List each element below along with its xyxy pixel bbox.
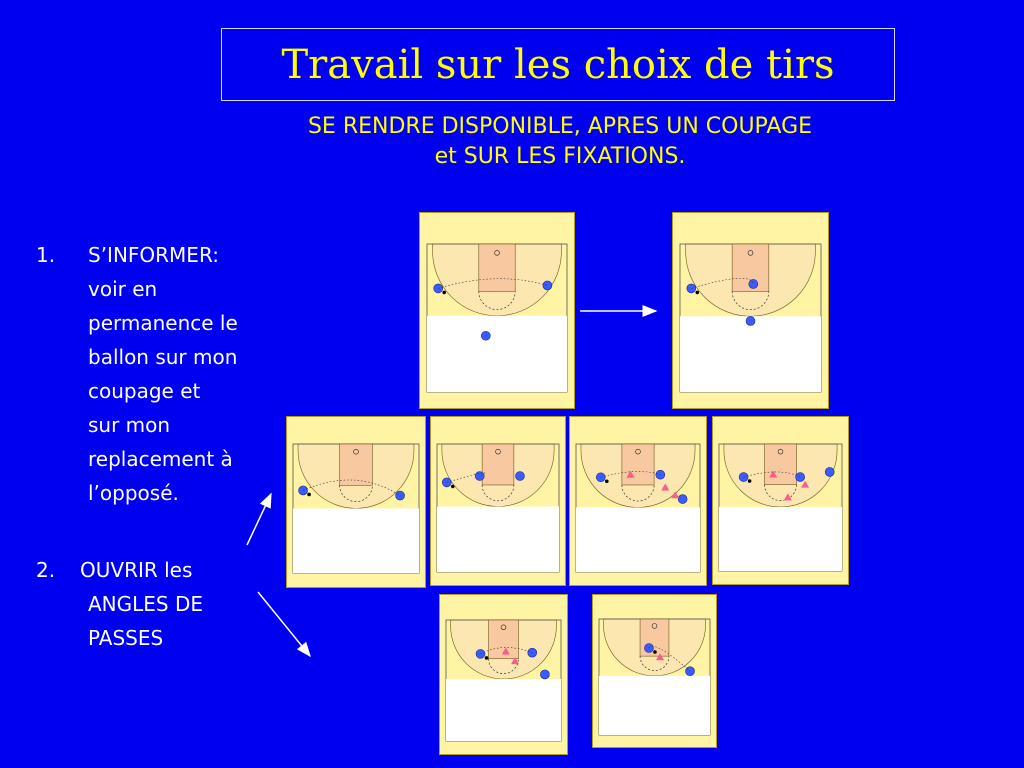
list-item-1-line: voir en <box>88 277 158 301</box>
list-item-1-line: coupage et <box>88 379 201 403</box>
slide-subtitle <box>200 112 920 172</box>
offense-player <box>396 491 405 500</box>
offense-player <box>656 470 665 479</box>
court-diagram-1 <box>419 212 575 409</box>
court-drawing <box>593 595 716 747</box>
court-drawing <box>287 417 425 587</box>
ball <box>653 650 657 654</box>
court-drawing <box>713 417 848 584</box>
court-floor <box>437 507 559 572</box>
pointer-arrow-up <box>247 494 271 545</box>
court-drawing <box>570 417 706 585</box>
court-floor <box>446 679 561 741</box>
title-box <box>221 28 895 101</box>
offense-player <box>749 279 758 288</box>
list-item-2 <box>80 553 203 655</box>
court-floor <box>680 316 821 392</box>
offense-player <box>746 316 755 325</box>
court-diagram-3 <box>286 416 426 588</box>
offense-player <box>475 472 484 481</box>
court-drawing <box>420 213 574 408</box>
court-drawing <box>440 595 567 754</box>
offense-player <box>596 473 605 482</box>
court-diagram-5 <box>569 416 707 586</box>
ball <box>748 479 752 483</box>
court-diagram-6 <box>712 416 849 585</box>
offense-player <box>686 667 695 676</box>
list-item-1-line: ballon sur mon <box>88 345 238 369</box>
key-paint <box>622 444 654 485</box>
ball <box>485 656 489 660</box>
list-item-1-line: replacement à <box>88 447 233 471</box>
offense-player <box>825 467 834 476</box>
list-item-1-line: S’INFORMER: <box>88 243 219 267</box>
list-item-1-line: permanence le <box>88 311 238 335</box>
subtitle-line-1: SE RENDRE DISPONIBLE, APRES UN COUPAGE <box>307 114 813 139</box>
court-drawing <box>673 213 828 408</box>
offense-player <box>540 670 549 679</box>
offense-player <box>543 281 552 290</box>
subtitle-line-2: et SUR LES FIXATIONS. <box>434 144 686 169</box>
offense-player <box>739 473 748 482</box>
list-item-2-number: 2. <box>36 558 56 582</box>
list-item-2-line: ANGLES DE <box>88 592 204 616</box>
offense-player <box>515 472 524 481</box>
ball <box>442 291 446 295</box>
ball <box>695 291 699 295</box>
court-floor <box>427 316 567 392</box>
list-item-1-line: l’opposé. <box>88 481 179 505</box>
court-drawing <box>431 417 565 585</box>
court-diagram-4 <box>430 416 566 586</box>
key-paint <box>765 444 797 485</box>
slide-title: Travail sur les choix de tirs <box>281 41 835 88</box>
offense-player <box>678 495 687 504</box>
court-floor <box>576 507 700 572</box>
list-item-1-line: sur mon <box>88 413 171 437</box>
offense-player <box>481 331 490 340</box>
list-item-1-number: 1. <box>36 243 56 267</box>
key-paint <box>482 444 514 485</box>
offense-player <box>796 473 805 482</box>
list-item-2-line: OUVRIR les <box>80 558 193 582</box>
court-diagram-7 <box>439 594 568 755</box>
ball <box>605 479 609 483</box>
list-item-2-line: PASSES <box>88 626 164 650</box>
court-floor <box>719 507 842 571</box>
key-paint <box>340 444 373 485</box>
offense-player <box>476 649 485 658</box>
offense-player <box>299 486 308 495</box>
list-item-1 <box>88 238 238 510</box>
court-floor <box>293 508 419 573</box>
key-paint <box>479 244 515 291</box>
court-floor <box>599 676 710 735</box>
ball <box>451 485 455 489</box>
court-diagram-2 <box>672 212 829 409</box>
ball <box>307 493 311 497</box>
court-diagram-8 <box>592 594 717 748</box>
pointer-arrow-down <box>258 592 310 656</box>
